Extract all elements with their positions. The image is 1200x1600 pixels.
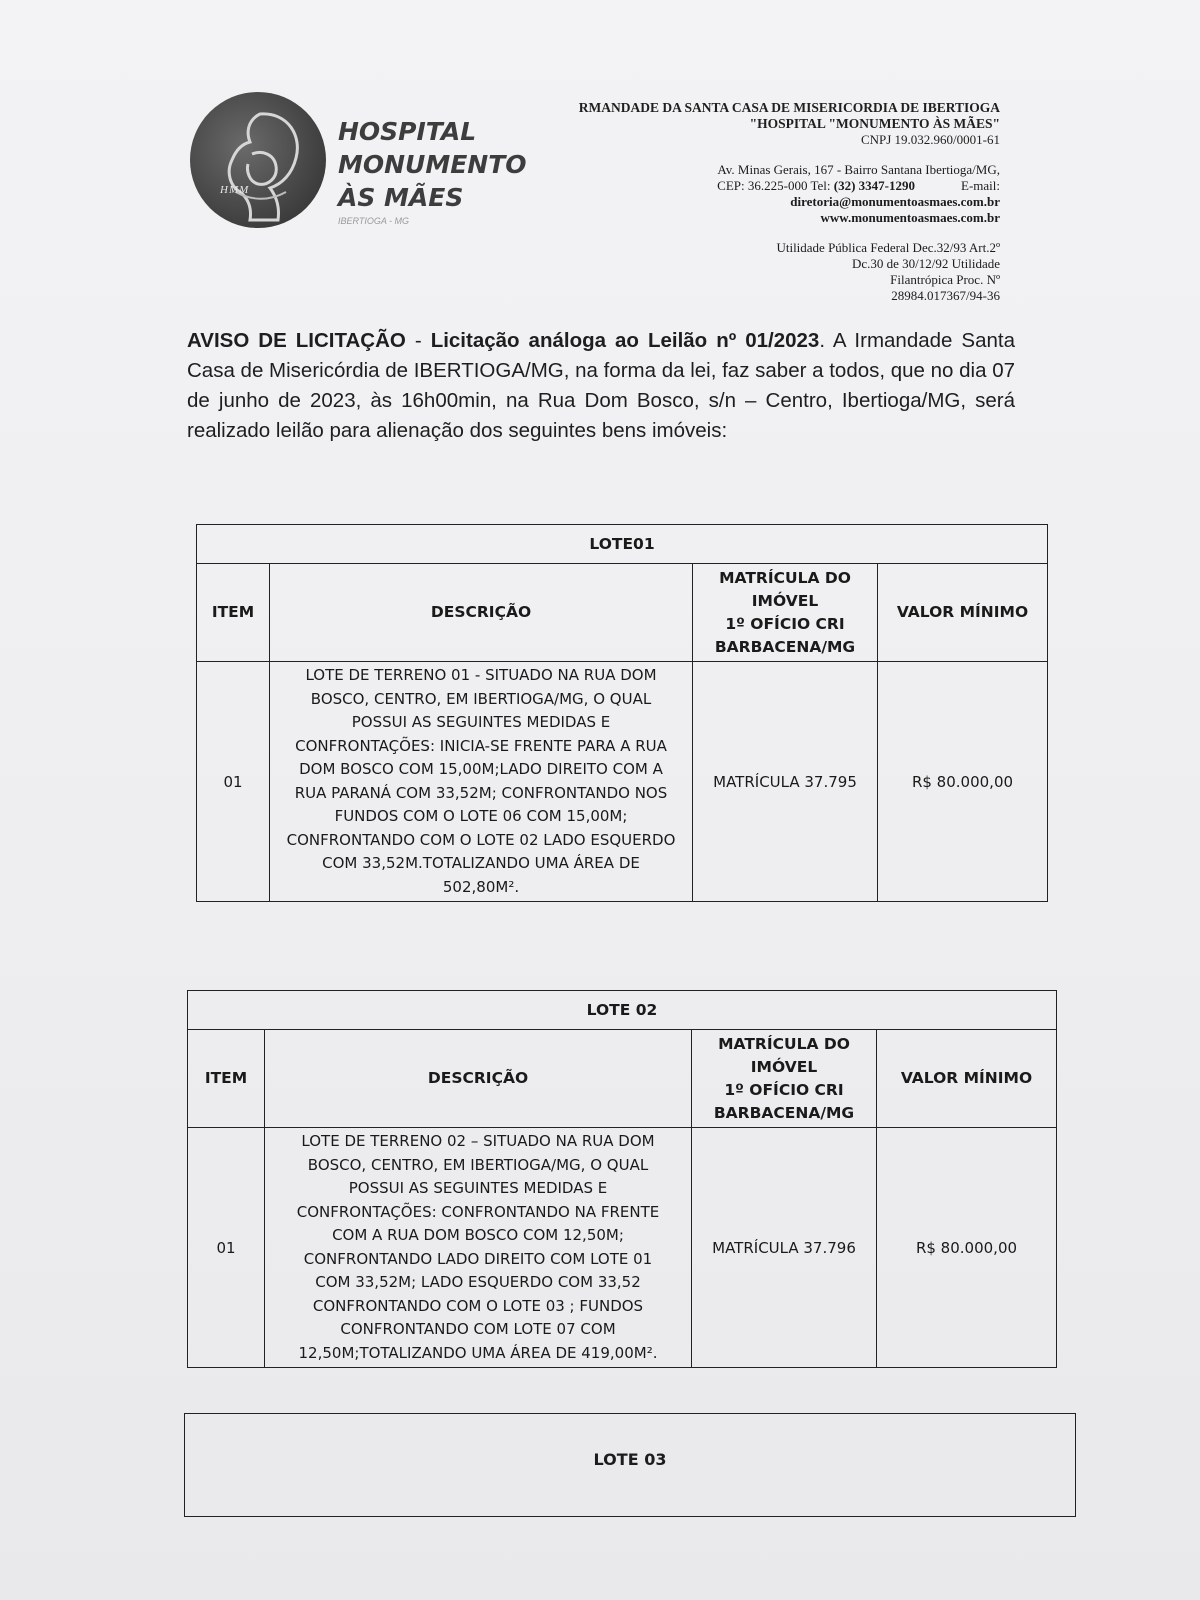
cnpj: CNPJ 19.032.960/0001-61 xyxy=(860,132,1000,147)
min-value-header: VALOR MÍNIMO xyxy=(878,564,1048,662)
notice-body: . A Irmandade Santa Casa de Misericórdia de IBERTIOGA/MG, na forma da lei, faz saber a todos, que no dia 07 de junho de 2023, às 16h00min, na Rua Dom Bosco, s/n – Centro, Ibertioga/MG, será realizado leilão para alienação dos seguintes bens imóveis: xyxy=(187,329,1016,442)
description-line: COM 33,52M; LADO ESQUERDO COM 33,52 xyxy=(315,1273,641,1291)
description-line: CONFRONTAÇÕES: CONFRONTANDO NA FRENTE xyxy=(296,1202,660,1221)
contact-block xyxy=(640,162,1000,226)
description-cell xyxy=(270,662,693,902)
description-line: CONFRONTANDO COM LOTE 07 COM xyxy=(340,1320,616,1338)
description-line: 12,50M;TOTALIZANDO UMA ÁREA DE 419,00M². xyxy=(298,1343,658,1362)
hospital-location: IBERTIOGA - MG xyxy=(338,216,410,226)
auction-notice xyxy=(187,326,1015,446)
description-line: POSSUI AS SEGUINTES MEDIDAS E xyxy=(348,1179,608,1197)
lot-02-table xyxy=(187,990,1057,1368)
hospital-logo xyxy=(190,92,326,228)
notice-title: AVISO DE LICITAÇÃO xyxy=(187,329,406,352)
description-line: COM A RUA DOM BOSCO COM 12,50M; xyxy=(332,1226,624,1244)
hospital-name-line: MONUMENTO xyxy=(338,150,527,179)
min-value-header: VALOR MÍNIMO xyxy=(877,1030,1057,1128)
organization-hospital: "HOSPITAL "MONUMENTO ÀS MÃES" xyxy=(749,116,1000,131)
description-line: LOTE DE TERRENO 02 – SITUADO NA RUA DOM xyxy=(301,1132,655,1150)
registry-header-line: MATRÍCULA DO xyxy=(718,1034,850,1053)
registry-header-line: IMÓVEL xyxy=(751,591,819,610)
table-row xyxy=(188,1128,1057,1368)
lot-title: LOTE 03 xyxy=(593,1450,667,1469)
lot-title: LOTE01 xyxy=(197,525,1048,564)
description-line: COM 33,52M.TOTALIZANDO UMA ÁREA DE xyxy=(322,854,640,872)
item-cell: 01 xyxy=(197,662,270,902)
description-header: DESCRIÇÃO xyxy=(270,564,693,662)
item-header: ITEM xyxy=(197,564,270,662)
description-line: CONFRONTANDO COM O LOTE 02 LADO ESQUERDO xyxy=(286,830,676,849)
lot-title: LOTE 02 xyxy=(188,991,1057,1030)
notice-subtitle: Licitação análoga ao Leilão nº 01/2023 xyxy=(430,329,820,352)
description-line: BOSCO, CENTRO, EM IBERTIOGA/MG, O QUAL xyxy=(310,689,652,708)
description-header: DESCRIÇÃO xyxy=(265,1030,692,1128)
table-row xyxy=(197,662,1048,902)
registry-cell: MATRÍCULA 37.795 xyxy=(693,662,878,902)
hospital-name-line: ÀS MÃES xyxy=(338,183,464,212)
item-cell: 01 xyxy=(188,1128,265,1368)
min-value-cell: R$ 80.000,00 xyxy=(878,662,1048,902)
registry-header-line: BARBACENA/MG xyxy=(714,637,856,656)
notice-separator: - xyxy=(405,329,431,352)
registry-header xyxy=(692,1030,877,1128)
min-value-cell: R$ 80.000,00 xyxy=(877,1128,1057,1368)
email-link[interactable]: diretoria@monumentoasmaes.com.br xyxy=(790,194,1000,209)
email-label: E-mail: xyxy=(961,178,1000,193)
mother-child-silhouette-icon xyxy=(190,92,326,228)
registry-cell: MATRÍCULA 37.796 xyxy=(692,1128,877,1368)
registry-header-line: IMÓVEL xyxy=(750,1057,818,1076)
registry-header-line: 1º OFÍCIO CRI xyxy=(725,614,845,633)
organization-header xyxy=(480,100,1000,148)
registry-header-line: BARBACENA/MG xyxy=(713,1103,855,1122)
description-line: POSSUI AS SEGUINTES MEDIDAS E xyxy=(351,713,611,731)
description-line: LOTE DE TERRENO 01 - SITUADO NA RUA DOM xyxy=(305,666,657,684)
utility-declaration xyxy=(700,240,1000,304)
description-line: FUNDOS COM O LOTE 06 COM 15,00M; xyxy=(334,807,628,825)
lot-01-table xyxy=(196,524,1048,902)
logo-initials: HMM xyxy=(220,184,250,196)
website-link[interactable]: www.monumentoasmaes.com.br xyxy=(820,210,1000,225)
hospital-name-line: HOSPITAL xyxy=(338,117,477,146)
description-line: BOSCO, CENTRO, EM IBERTIOGA/MG, O QUAL xyxy=(307,1155,649,1174)
cep-label: CEP: 36.225-000 Tel: xyxy=(717,178,834,193)
address-cep-tel xyxy=(640,178,1000,194)
registry-header-line: MATRÍCULA DO xyxy=(719,568,851,587)
description-line: 502,80M². xyxy=(442,877,520,896)
description-line: CONFRONTAÇÕES: INICIA-SE FRENTE PARA A RUA xyxy=(295,736,667,755)
utility-line: Filantrópica Proc. Nº xyxy=(890,272,1000,287)
address-line: Av. Minas Gerais, 167 - Bairro Santana Ibertioga/MG, xyxy=(717,162,1000,177)
description-line: CONFRONTANDO LADO DIREITO COM LOTE 01 xyxy=(303,1249,653,1268)
utility-line: Dc.30 de 30/12/92 Utilidade xyxy=(851,256,1000,271)
utility-line: 28984.017367/94-36 xyxy=(891,288,1000,303)
registry-header xyxy=(693,564,878,662)
description-line: CONFRONTANDO COM O LOTE 03 ; FUNDOS xyxy=(312,1296,644,1315)
organization-name: RMANDADE DA SANTA CASA DE MISERICORDIA DE IBERTIOGA xyxy=(578,100,1000,115)
item-header: ITEM xyxy=(188,1030,265,1128)
description-line: RUA PARANÁ COM 33,52M; CONFRONTANDO NOS xyxy=(294,783,668,802)
phone-number: (32) 3347-1290 xyxy=(833,178,915,193)
description-cell xyxy=(265,1128,692,1368)
registry-header-line: 1º OFÍCIO CRI xyxy=(724,1080,844,1099)
lot-03-table xyxy=(184,1413,1076,1517)
utility-line: Utilidade Pública Federal Dec.32/93 Art.2º xyxy=(776,240,1000,255)
description-line: DOM BOSCO COM 15,00M;LADO DIREITO COM A xyxy=(299,760,663,778)
